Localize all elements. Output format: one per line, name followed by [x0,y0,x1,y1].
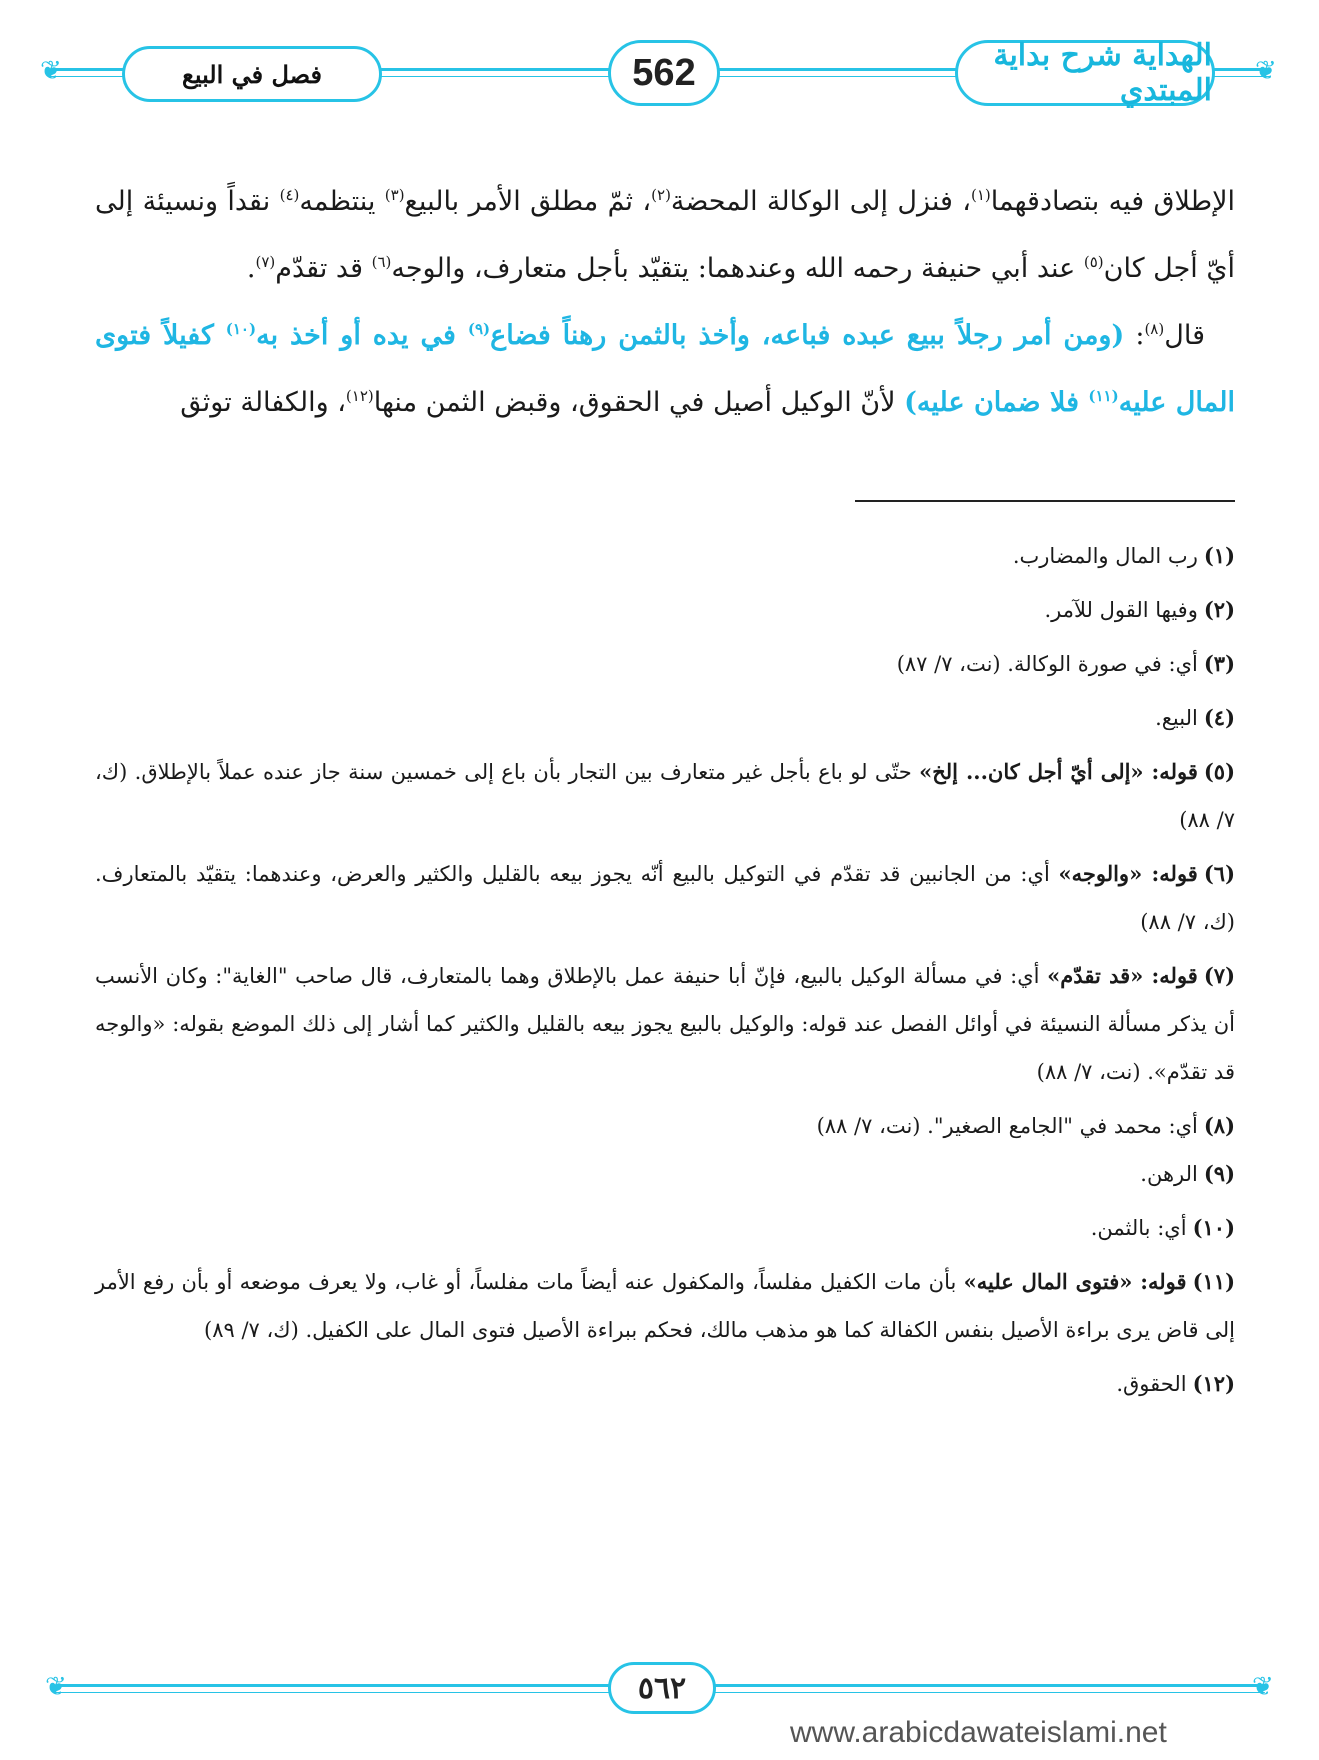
footnote-text: أي: في صورة الوكالة. (نت، ٧/ ٨٧) [896,652,1198,676]
footer-page-number: ٥٦٢ [637,1670,687,1706]
footnote-text: وفيها القول للآمر. [1044,598,1198,622]
page-number: 562 [632,51,696,94]
footnote-11 [95,1258,1235,1354]
footnote-ref: (١) [970,186,991,204]
text-run: . [246,253,256,284]
footnote-ref: (١١) [1088,387,1119,405]
footnote-number: (٩) [1203,1161,1235,1186]
footnote-8 [95,1102,1235,1150]
footnote-ref: (٥) [1083,253,1104,271]
footnote-quote: «فتوى المال عليه» [963,1269,1133,1294]
footnote-text: الرهن. [1140,1162,1198,1186]
page-header [0,40,1319,120]
chapter-cartouche [122,46,382,102]
text-run: نقداً ونسيئة [142,186,280,217]
scroll-ornament-icon: ❦ [45,1672,67,1702]
footnote-number: (٨) [1203,1113,1235,1138]
page-number-cartouche [608,40,720,106]
footnote-number: (٥) [1203,759,1236,784]
text-run: لأنّ الوكيل أصيل في الحقوق، وقبض الثمن منها [373,387,905,418]
footnote-divider [855,500,1235,502]
footnote-number: (٤) [1203,705,1235,730]
book-title-cartouche [955,40,1215,106]
scroll-ornament-icon: ❦ [1255,56,1277,86]
footnote-number: (١١) [1192,1269,1235,1294]
main-line-1 [95,165,1235,299]
text-run: قال [1164,320,1205,351]
footnote-number: (١) [1203,543,1235,568]
text-run: ، فنزل إلى الوكالة المحضة [670,186,971,217]
footnote-ref: (٢) [651,186,671,204]
footnote-ref: (٧) [255,253,276,271]
footnote-3 [95,640,1235,688]
footnote-number: (١٢) [1192,1371,1235,1396]
footnote-quote: «قد تقدّم» [1047,963,1144,988]
footnote-9 [95,1150,1235,1198]
footnote-text: أي: في مسألة الوكيل بالبيع، فإنّ أبا حنيفة عمل بالإطلاق وهما بالمتعارف، قال صاحب "الغاية": وكان الأنسب أن يذكر مسألة النسيئة في أوائل الفصل عند قوله: والوكيل بالبيع يجوز بيعه بالقليل والكثير كما أشار إلى ذلك الموضع بقوله: «والوجه قد تقدّم». (نت، ٧/ ٨٨) [95,964,1235,1084]
footnote-6 [95,850,1235,946]
footnote-text: أي: محمد في "الجامع الصغير". (نت، ٧/ ٨٨) [816,1114,1198,1138]
footnote-number: (٧) [1203,963,1236,988]
footnote-ref: (١٠) [225,320,257,338]
footnote-1 [95,532,1235,580]
main-text [95,165,1235,433]
footnote-text: رب المال والمضارب. [1012,544,1198,568]
scroll-ornament-icon: ❦ [40,56,62,86]
footnote-ref: (٩) [467,320,491,338]
footnote-text: البيع. [1155,706,1198,730]
footnote-12 [95,1360,1235,1408]
book-title: الهداية شرح بداية المبتدي [993,38,1212,108]
website-url[interactable]: www.arabicdawateislami.net [790,1716,1167,1749]
footer-page-number-cartouche [608,1662,716,1714]
scroll-ornament-icon: ❦ [1252,1672,1274,1702]
footnote-qawl: قوله: [1143,759,1198,784]
text-run: ينتظمه [299,186,385,217]
footnotes [95,532,1235,1414]
text-run: ، ثمّ مطلق الأمر بالبيع [404,186,652,217]
footnote-text: أي: بالثمن. [1090,1216,1187,1240]
footnote-qawl: قوله: [1142,861,1198,886]
matn-text: فلا ضمان عليه) [904,387,1089,418]
footnote-number: (٣) [1203,651,1235,676]
text-run: الإطلاق فيه بتصادقهما [990,186,1235,217]
text-run: ، والكفالة توثق [180,387,346,418]
footnote-quote: «إلى أيّ أجل كان... إلخ» [919,759,1144,784]
chapter-title: فصل في البيع [182,59,322,89]
footnote-text: حتّى لو باع بأجل غير متعارف بين التجار بأن باع إلى خمسين سنة جاز عنده عملاً بالإطلاق. (ك، ٧/ ٨٨) [95,760,1235,832]
footnote-text: أي: من الجانبين قد تقدّم في التوكيل بالبيع أنّه يجوز بيعه بالقليل والكثير والعرض، وعندهما: يتقيّد بالمتعارف. (ك، ٧/ ٨٨) [95,862,1235,934]
footnote-7 [95,952,1235,1096]
footnote-qawl: قوله: [1143,963,1198,988]
footnote-number: (١٠) [1192,1215,1235,1240]
footnote-qawl: قوله: [1132,1269,1187,1294]
main-line-3 [95,299,1235,433]
text-run: قد تقدّم [275,253,372,284]
footnote-ref: (٤) [279,186,300,204]
matn-text: في يده أو أخذ به [256,320,468,351]
footnote-ref: (١٢) [345,387,374,405]
text-run: عند أبي حنيفة رحمه الله وعندهما: يتقيّد بأجل متعارف، والوجه [391,253,1084,284]
footnote-quote: «والوجه» [1058,861,1143,886]
matn-text: كفيلاً فتوى المال عليه [95,320,1235,418]
text-run: إلى أيّ أجل كان [95,186,1235,284]
footnote-text: الحقوق. [1116,1372,1187,1396]
footnote-2 [95,586,1235,634]
footnote-number: (٢) [1203,597,1235,622]
footnote-number: (٦) [1203,861,1235,886]
footnote-ref: (٨) [1144,320,1165,338]
text-run: : [1124,320,1145,351]
footnote-ref: (٦) [371,253,392,271]
footnote-ref: (٣) [384,186,405,204]
footnote-4 [95,694,1235,742]
footnote-5 [95,748,1235,844]
footnote-text: بأن مات الكفيل مفلساً، والمكفول عنه أيضاً مات مفلساً، أو غاب، ولا يعرف موضعه أو بأن رفع الأمر إلى قاض يرى براءة الأصيل بنفس الكفالة كما هو مذهب مالك، فحكم ببراءة الأصيل فتوى المال على الكفيل. (ك، ٧/ ٨٩) [95,1270,1235,1342]
footnote-10 [95,1204,1235,1252]
matn-text: (ومن أمر رجلاً ببيع عبده فباعه، وأخذ بالثمن رهناً فضاع [490,320,1125,351]
